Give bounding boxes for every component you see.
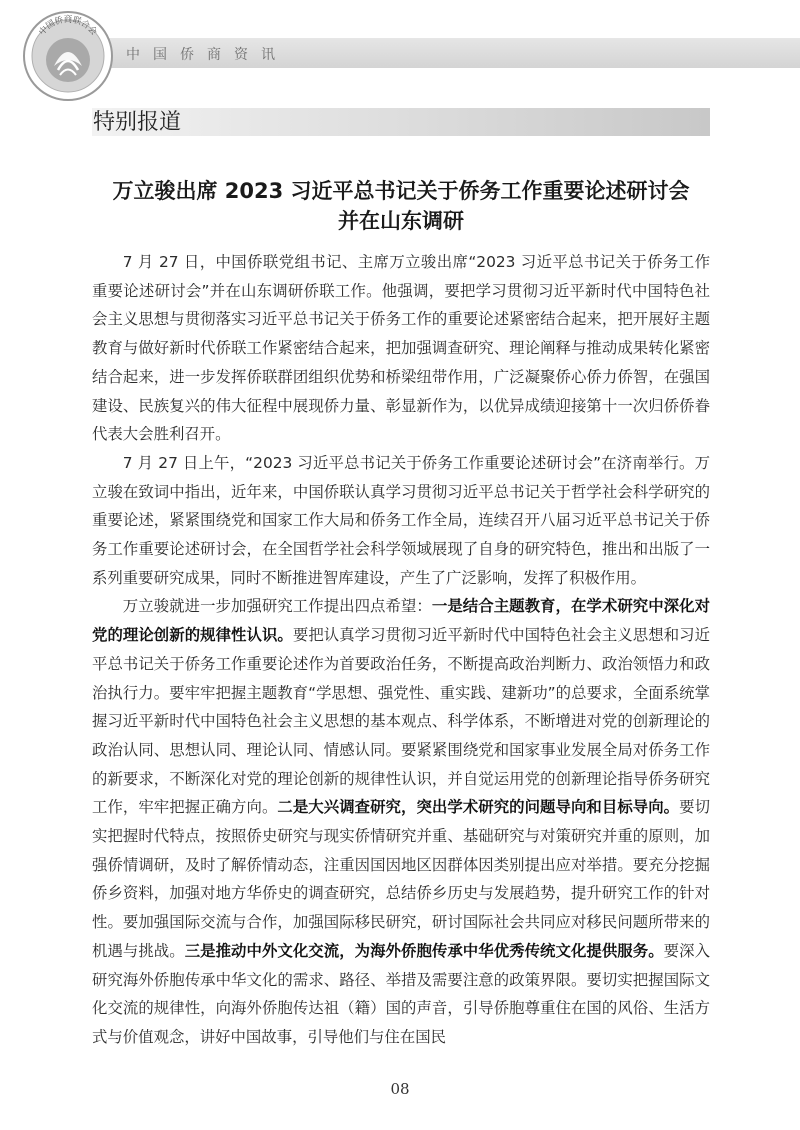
point-two-heading: 二是大兴调查研究，突出学术研究的问题导向和目标导向。 — [277, 798, 680, 817]
point-three-heading: 三是推动中外文化交流，为海外侨胞传承中华优秀传统文化提供服务。 — [184, 941, 664, 960]
section-bar — [92, 108, 710, 136]
page-number: 08 — [390, 1080, 410, 1098]
header-title: 中国侨商资讯 — [126, 47, 288, 63]
paragraph-3 — [92, 592, 710, 1051]
paragraph-2: 7 月 27 日上午，“2023 习近平总书记关于侨务工作重要论述研讨会”在济南举行。万立骏在致词中指出，近年来，中国侨联认真学习贯彻习近平总书记关于哲学社会科学研究的重要论述，紧紧围绕党和国家工作大局和侨务工作全局，连续召开八届习近平总书记关于侨务工作重要论述研讨会，在全国哲学社会科学领域展现了自身的研究特色，推出和出版了一系列重要研究成果，同时不断推进智库建设，产生了广泛影响，发挥了积极作用。 — [92, 453, 710, 587]
logo-text: 中国侨商联合会 — [37, 15, 99, 38]
point-one-text: 要把认真学习贯彻习近平新时代中国特色社会主义思想和习近平总书记关于侨务工作重要论述作为首要政治任务，不断提高政治判断力、政治领悟力和政治执行力。要牢牢把握主题教育“学思想、强党性、重实践、建新功”的总要求，全面系统掌握习近平新时代中国特色社会主义思想的基本观点、科学体系，不断增进对党的创新理论的政治认同、思想认同、理论认同、情感认同。要紧紧围绕党和国家事业发展全局对侨务工作的新要求，不断深化对党的理论创新的规律性认识，并自觉运用党的创新理论指导侨务研究工作，牢牢把握正确方向。 — [92, 626, 710, 817]
headline-line-1: 万立骏出席 2023 习近平总书记关于侨务工作重要论述研讨会 — [112, 179, 690, 203]
paragraph-3-intro: 万立骏就进一步加强研究工作提出四点希望： — [122, 597, 432, 616]
logo-icon — [20, 8, 116, 104]
article-headline — [92, 176, 710, 236]
section-title: 特别报道 — [93, 110, 182, 135]
point-one-heading: 一是结合主题教育，在学术研究中深化对党的理论创新的规律性认识。 — [92, 597, 710, 645]
point-two-text: 要切实把握时代特点，按照侨史研究与现实侨情研究并重、基础研究与对策研究并重的原则，加强侨情调研，及时了解侨情动态，注重因国因地区因群体因类别提出应对举措。要充分挖掘侨乡资料，加强对地方华侨史的调查研究，总结侨乡历史与发展趋势，提升研究工作的针对性。要加强国际交流与合作，加强国际移民研究，研讨国际社会共同应对移民问题所带来的机遇与挑战。 — [92, 798, 710, 960]
headline-line-2: 并在山东调研 — [338, 209, 464, 233]
paragraph-1: 7 月 27 日，中国侨联党组书记、主席万立骏出席“2023 习近平总书记关于侨务工作重要论述研讨会”并在山东调研侨联工作。他强调，要把学习贯彻习近平新时代中国特色社会主义思想与贯彻落实习近平总书记关于侨务工作的重要论述紧密结合起来，把开展好主题教育与做好新时代侨联工作紧密结合起来，把加强调查研究、理论阐释与推动成果转化紧密结合起来，进一步发挥侨联群团组织优势和桥梁纽带作用，广泛凝聚侨心侨力侨智，在强国建设、民族复兴的伟大征程中展现侨力量、彰显新作为，以优异成绩迎接第十一次归侨侨眷代表大会胜利召开。 — [92, 253, 710, 444]
article-body — [92, 248, 710, 1052]
point-three-text: 要深入研究海外侨胞传承中华文化的需求、路径、举措及需要注意的政策界限。要切实把握国际文化交流的规律性，向海外侨胞传达祖（籍）国的声音，引导侨胞尊重住在国的风俗、生活方式与价值观念，讲好中国故事，引导他们与住在国民 — [92, 941, 710, 1046]
